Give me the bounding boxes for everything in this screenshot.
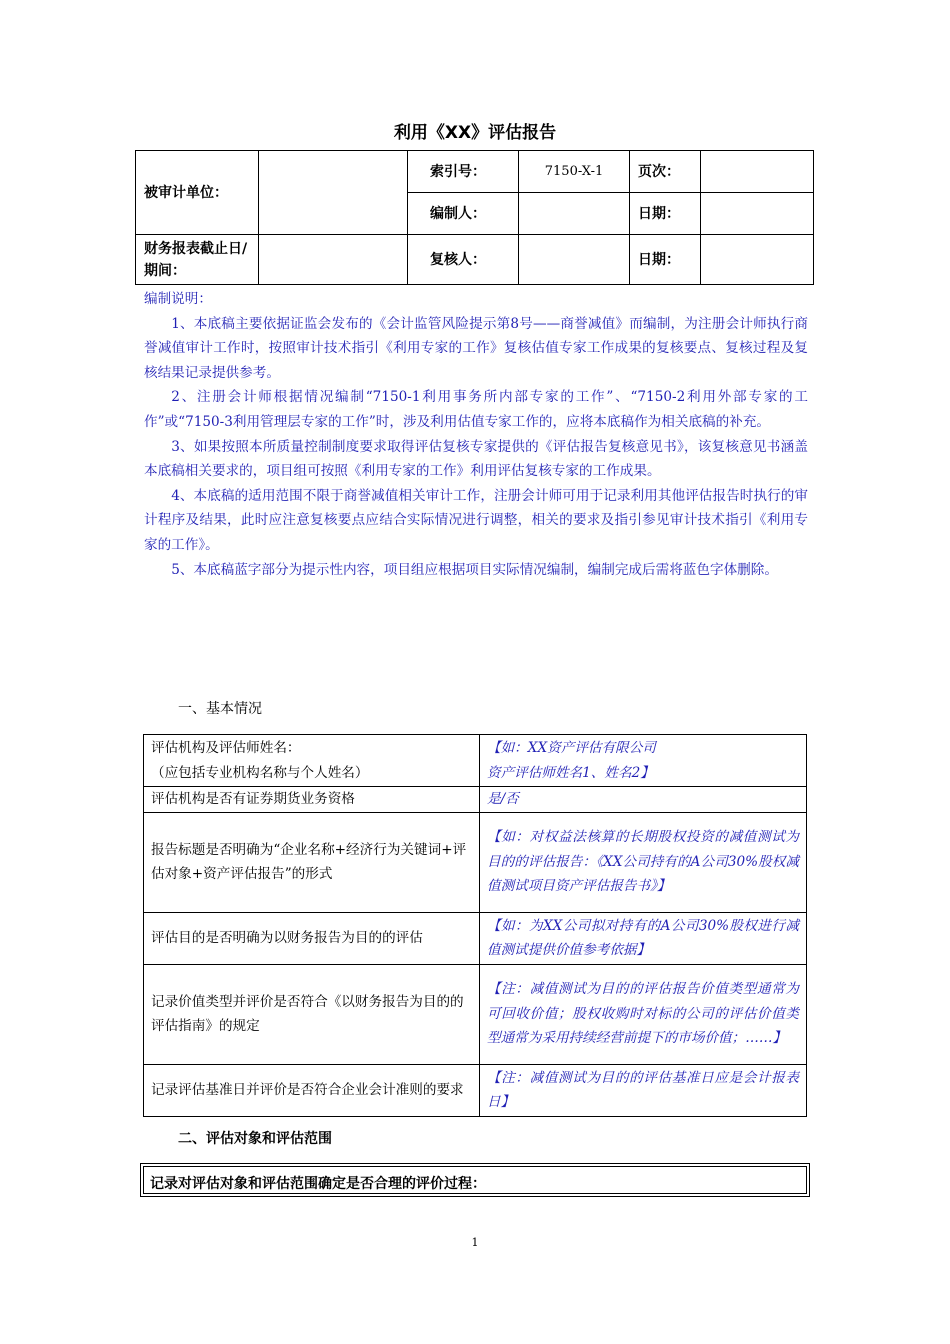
basic-row-label: 评估目的是否明确为以财务报告为目的的评估 xyxy=(144,912,480,964)
preparer-label: 编制人： xyxy=(408,193,519,235)
basic-info-table xyxy=(143,734,807,1117)
basic-row-label: 评估机构是否有证券期货业务资格 xyxy=(144,787,480,813)
basic-row-value[interactable]: 是/否 xyxy=(480,787,807,813)
basic-row-value[interactable]: 【注：减值测试为目的的评估基准日应是会计报表日】 xyxy=(480,1064,807,1116)
basic-row-label: 报告标题是否明确为“企业名称+经济行为关键词+评估对象+资产评估报告”的形式 xyxy=(144,812,480,912)
index-label: 索引号： xyxy=(408,151,519,193)
evaluation-label: 记录对评估对象和评估范围确定是否合理的评价过程： xyxy=(143,1166,807,1194)
note-item: 4、本底稿的适用范围不限于商誉减值相关审计工作，注册会计师可用于记录利用其他评估报告时执行的审计程序及结果，此时应注意复核要点应结合实际情况进行调整，相关的要求及指引参见审计技术指引《利用专家的工作》。 xyxy=(144,487,808,553)
basic-row-value[interactable]: 【如：对权益法核算的长期股权投资的减值测试为目的的评估报告：《XX公司持有的A公司30%股权减值测试项目资产评估报告书》】 xyxy=(480,812,807,912)
note-item: 3、如果按照本所质量控制制度要求取得评估复核专家提供的《评估报告复核意见书》，该复核意见书涵盖本底稿相关要求的，项目组可按照《利用专家的工作》利用评估复核专家的工作成果。 xyxy=(144,438,808,480)
page-label: 页次： xyxy=(630,151,701,193)
reviewer-value[interactable] xyxy=(519,235,630,285)
evaluation-box[interactable] xyxy=(140,1163,810,1197)
section-scope-heading: 二、评估对象和评估范围 xyxy=(178,1131,332,1147)
basic-row-value[interactable]: 【如：为XX公司拟对持有的A公司30%股权进行减值测试提供价值参考依据】 xyxy=(480,912,807,964)
basic-row-value[interactable]: 【注：减值测试为目的的评估报告价值类型通常为可回收价值；股权收购时对标的公司的评估价值类型通常为采用持续经营前提下的市场价值；……】 xyxy=(480,964,807,1064)
notes-heading: 编制说明： xyxy=(144,291,212,307)
basic-row-label: 记录评估基准日并评价是否符合企业会计准则的要求 xyxy=(144,1064,480,1116)
basic-row-label: 记录价值类型并评价是否符合《以财务报告为目的的评估指南》的规定 xyxy=(144,964,480,1064)
page-value[interactable] xyxy=(701,151,814,193)
date-value-2[interactable] xyxy=(701,235,814,285)
compilation-notes xyxy=(144,287,808,582)
index-value: 7150-X-1 xyxy=(519,151,630,193)
page-number: 1 xyxy=(471,1236,479,1249)
basic-row-label xyxy=(144,735,480,787)
audited-unit-value[interactable] xyxy=(259,151,408,235)
basic-value-text: 【如：XX资产评估有限公司 资产评估师姓名1、姓名2】 xyxy=(487,739,656,781)
note-item: 5、本底稿蓝字部分为提示性内容，项目组应根据项目实际情况编制，编制完成后需将蓝色字体删除。 xyxy=(171,561,778,578)
section-basic-heading: 一、基本情况 xyxy=(178,701,262,717)
preparer-value[interactable] xyxy=(519,193,630,235)
date-label-2: 日期： xyxy=(630,235,701,285)
date-label-1: 日期： xyxy=(630,193,701,235)
reviewer-label: 复核人： xyxy=(408,235,519,285)
period-value[interactable] xyxy=(259,235,408,285)
audited-unit-label: 被审计单位： xyxy=(136,151,259,235)
period-label: 财务报表截止日/期间： xyxy=(136,235,259,285)
header-table xyxy=(135,150,814,285)
note-item: 2、注册会计师根据情况编制“7150-1利用事务所内部专家的工作”、“7150-2利用外部专家的工作”或“7150-3利用管理层专家的工作”时，涉及利用估值专家工作的，应将本底稿作为相关底稿的补充。 xyxy=(144,389,808,430)
basic-label-text: 评估机构及评估师姓名： （应包括专业机构名称与个人姓名） xyxy=(151,739,369,781)
date-value-1[interactable] xyxy=(701,193,814,235)
page-title: 利用《XX》评估报告 xyxy=(393,123,557,143)
note-item: 1、本底稿主要依据证监会发布的《会计监管风险提示第8号——商誉减值》而编制，为注册会计师执行商誉减值审计工作时，按照审计技术指引《利用专家的工作》复核估值专家工作成果的复核要点、复核过程及复核结果记录提供参考。 xyxy=(144,315,808,381)
basic-row-value[interactable] xyxy=(480,735,807,787)
